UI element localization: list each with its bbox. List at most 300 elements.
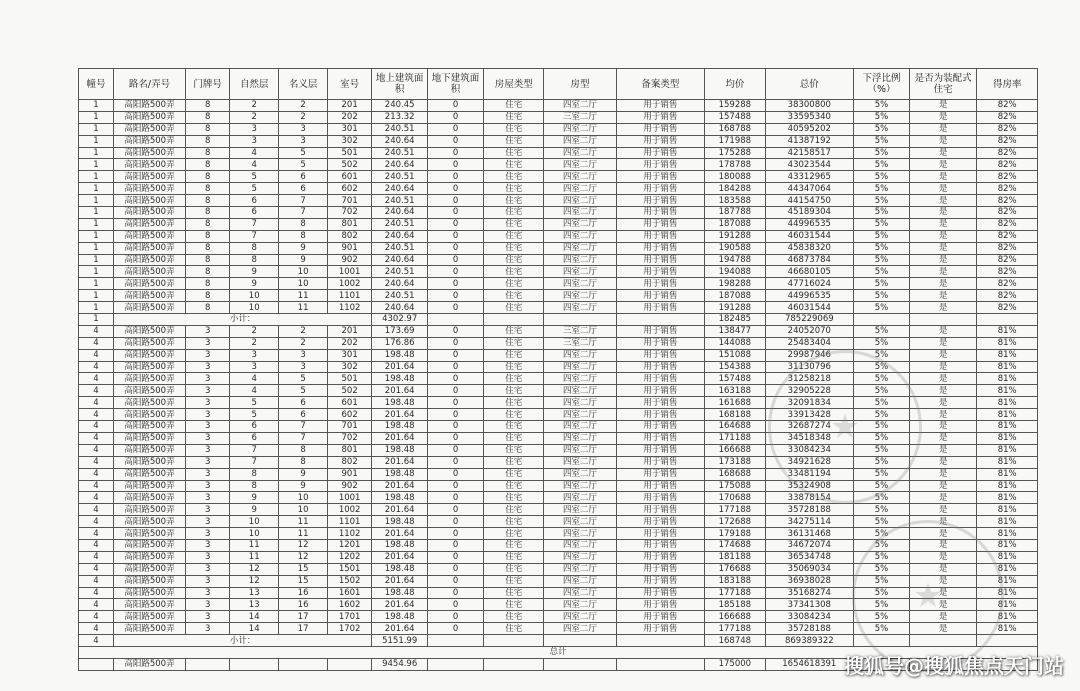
table-cell: 住宅 <box>483 230 544 242</box>
col-header: 地下建筑面积 <box>428 69 484 100</box>
empty-cell <box>909 314 977 326</box>
table-cell: 4 <box>79 492 114 504</box>
table-cell: 81% <box>977 456 1038 468</box>
table-cell: 住宅 <box>483 100 544 112</box>
table-cell: 34275114 <box>765 516 853 528</box>
empty-cell <box>483 658 544 670</box>
table-cell: 住宅 <box>483 409 544 421</box>
table-cell: 4 <box>79 575 114 587</box>
empty-cell <box>279 658 328 670</box>
table-cell: 用于销售 <box>616 504 704 516</box>
table-cell: 是 <box>909 575 977 587</box>
table-cell: 住宅 <box>483 432 544 444</box>
table-cell: 3 <box>186 480 230 492</box>
table-cell: 81% <box>977 373 1038 385</box>
table-cell: 用于销售 <box>616 575 704 587</box>
table-cell: 是 <box>909 290 977 302</box>
table-cell: 3 <box>230 349 279 361</box>
table-cell: 6 <box>230 432 279 444</box>
grand-total-label: 总计 <box>79 646 1038 658</box>
table-cell: 201.64 <box>372 432 428 444</box>
table-cell: 1201 <box>328 539 372 551</box>
empty-cell <box>483 635 544 647</box>
table-cell: 是 <box>909 456 977 468</box>
table-cell: 住宅 <box>483 373 544 385</box>
table-cell: 4 <box>79 409 114 421</box>
table-cell: 4 <box>79 432 114 444</box>
table-cell: 81% <box>977 361 1038 373</box>
table-cell: 82% <box>977 183 1038 195</box>
empty-cell <box>230 658 279 670</box>
table-cell: 240.51 <box>372 171 428 183</box>
table-cell: 住宅 <box>483 563 544 575</box>
table-cell: 1 <box>79 123 114 135</box>
table-row <box>79 195 1038 207</box>
table-cell: 用于销售 <box>616 599 704 611</box>
table-cell: 0 <box>428 551 484 563</box>
table-cell: 用于销售 <box>616 397 704 409</box>
table-cell: 用于销售 <box>616 563 704 575</box>
table-cell: 高阳路500弄 <box>113 623 185 635</box>
table-cell: 33084234 <box>765 444 853 456</box>
table-cell: 8 <box>186 302 230 314</box>
table-cell: 住宅 <box>483 528 544 540</box>
table-row <box>79 159 1038 171</box>
table-cell: 7 <box>279 207 328 219</box>
table-row <box>79 266 1038 278</box>
table-cell: 6 <box>279 409 328 421</box>
table-cell: 8 <box>230 480 279 492</box>
table-cell: 198.48 <box>372 444 428 456</box>
table-cell: 0 <box>428 456 484 468</box>
table-cell: 198.48 <box>372 587 428 599</box>
table-row <box>79 468 1038 480</box>
table-cell: 住宅 <box>483 325 544 337</box>
table-cell: 3 <box>186 361 230 373</box>
table-cell: 四室二厅 <box>544 302 616 314</box>
table-cell: 4 <box>79 611 114 623</box>
building-4-rows <box>79 325 1038 634</box>
table-cell: 12 <box>279 551 328 563</box>
table-cell: 高阳路500弄 <box>113 135 185 147</box>
table-cell: 四室二厅 <box>544 349 616 361</box>
table-cell: 住宅 <box>483 349 544 361</box>
table-cell: 40595202 <box>765 123 853 135</box>
table-cell: 187788 <box>705 207 766 219</box>
table-cell: 用于销售 <box>616 432 704 444</box>
table-cell: 194788 <box>705 254 766 266</box>
table-cell: 240.64 <box>372 183 428 195</box>
table-row <box>79 599 1038 611</box>
table-row <box>79 123 1038 135</box>
table-cell: 高阳路500弄 <box>113 195 185 207</box>
table-cell: 是 <box>909 611 977 623</box>
table-cell: 3 <box>279 123 328 135</box>
table-cell: 是 <box>909 242 977 254</box>
table-cell: 高阳路500弄 <box>113 349 185 361</box>
table-cell: 是 <box>909 230 977 242</box>
table-cell: 是 <box>909 302 977 314</box>
table-cell: 四室二厅 <box>544 528 616 540</box>
table-cell: 240.45 <box>372 100 428 112</box>
table-cell: 是 <box>909 135 977 147</box>
table-cell: 81% <box>977 337 1038 349</box>
table-cell: 四室二厅 <box>544 516 616 528</box>
table-cell: 5% <box>854 123 910 135</box>
table-cell: 是 <box>909 599 977 611</box>
table-cell: 9 <box>279 480 328 492</box>
table-cell: 高阳路500弄 <box>113 468 185 480</box>
table-cell: 8 <box>186 123 230 135</box>
table-row <box>79 337 1038 349</box>
table-cell: 是 <box>909 539 977 551</box>
table-cell: 240.64 <box>372 302 428 314</box>
table-cell: 用于销售 <box>616 551 704 563</box>
table-row <box>79 290 1038 302</box>
table-cell: 1002 <box>328 278 372 290</box>
table-cell: 是 <box>909 432 977 444</box>
table-cell: 82% <box>977 147 1038 159</box>
table-cell: 四室二厅 <box>544 504 616 516</box>
table-cell: 8 <box>230 242 279 254</box>
empty-cell <box>428 658 484 670</box>
table-cell: 6 <box>279 171 328 183</box>
table-cell: 201.64 <box>372 385 428 397</box>
table-cell: 10 <box>230 290 279 302</box>
table-cell: 高阳路500弄 <box>113 171 185 183</box>
table-cell: 82% <box>977 123 1038 135</box>
table-cell: 5% <box>854 183 910 195</box>
table-cell: 45189304 <box>765 207 853 219</box>
table-cell: 82% <box>977 266 1038 278</box>
table-cell: 46031544 <box>765 302 853 314</box>
table-row <box>79 373 1038 385</box>
table-cell: 8 <box>186 218 230 230</box>
table-cell: 四室二厅 <box>544 207 616 219</box>
table-cell: 高阳路500弄 <box>113 528 185 540</box>
table-cell: 201.64 <box>372 480 428 492</box>
table-cell: 5% <box>854 516 910 528</box>
table-cell: 3 <box>186 528 230 540</box>
table-cell: 168688 <box>705 468 766 480</box>
table-cell: 9 <box>230 492 279 504</box>
table-cell: 175288 <box>705 147 766 159</box>
table-cell: 四室二厅 <box>544 183 616 195</box>
table-cell: 11 <box>279 302 328 314</box>
table-cell: 11 <box>279 290 328 302</box>
table-cell: 8 <box>186 159 230 171</box>
table-cell: 用于销售 <box>616 409 704 421</box>
table-cell: 1001 <box>328 492 372 504</box>
table-cell: 2 <box>230 325 279 337</box>
table-cell: 240.51 <box>372 123 428 135</box>
table-cell: 240.64 <box>372 230 428 242</box>
table-cell: 2 <box>230 337 279 349</box>
table-cell: 0 <box>428 421 484 433</box>
table-cell: 5% <box>854 409 910 421</box>
table-cell: 住宅 <box>483 516 544 528</box>
table-cell: 5% <box>854 468 910 480</box>
table-cell: 302 <box>328 361 372 373</box>
table-cell: 用于销售 <box>616 611 704 623</box>
table-cell: 3 <box>186 504 230 516</box>
table-cell: 81% <box>977 563 1038 575</box>
table-cell: 3 <box>186 337 230 349</box>
table-cell: 187088 <box>705 218 766 230</box>
table-cell: 154388 <box>705 361 766 373</box>
table-cell: 4 <box>79 599 114 611</box>
table-cell: 5% <box>854 254 910 266</box>
table-cell: 0 <box>428 302 484 314</box>
table-cell: 高阳路500弄 <box>113 183 185 195</box>
table-cell: 5% <box>854 599 910 611</box>
table-cell: 0 <box>428 254 484 266</box>
table-cell: 5% <box>854 623 910 635</box>
table-cell: 住宅 <box>483 278 544 290</box>
table-cell: 801 <box>328 218 372 230</box>
table-cell: 198.48 <box>372 516 428 528</box>
table-cell: 202 <box>328 337 372 349</box>
table-cell: 0 <box>428 278 484 290</box>
table-cell: 四室二厅 <box>544 100 616 112</box>
table-cell: 是 <box>909 373 977 385</box>
table-cell: 3 <box>186 492 230 504</box>
table-cell: 高阳路500弄 <box>113 551 185 563</box>
table-cell: 10 <box>279 266 328 278</box>
table-cell: 是 <box>909 111 977 123</box>
subtotal-area: 5151.99 <box>372 635 428 647</box>
table-cell: 1601 <box>328 587 372 599</box>
table-cell: 31258218 <box>765 373 853 385</box>
table-cell: 33913428 <box>765 409 853 421</box>
table-cell: 6 <box>230 195 279 207</box>
table-cell: 201.64 <box>372 456 428 468</box>
table-cell: 1202 <box>328 551 372 563</box>
table-cell: 1 <box>79 171 114 183</box>
table-row <box>79 302 1038 314</box>
table-cell: 4 <box>79 385 114 397</box>
subtotal-row <box>79 314 1038 326</box>
table-cell: 是 <box>909 421 977 433</box>
table-cell: 住宅 <box>483 539 544 551</box>
table-cell: 四室二厅 <box>544 421 616 433</box>
table-cell: 702 <box>328 432 372 444</box>
empty-cell <box>428 635 484 647</box>
table-row <box>79 361 1038 373</box>
table-cell: 902 <box>328 254 372 266</box>
table-cell: 四室二厅 <box>544 551 616 563</box>
table-cell: 5% <box>854 325 910 337</box>
table-cell: 用于销售 <box>616 111 704 123</box>
table-cell: 177188 <box>705 623 766 635</box>
table-cell: 5% <box>854 361 910 373</box>
table-cell: 四室二厅 <box>544 159 616 171</box>
table-cell: 201.64 <box>372 599 428 611</box>
table-cell: 82% <box>977 242 1038 254</box>
table-cell: 高阳路500弄 <box>113 159 185 171</box>
table-row <box>79 147 1038 159</box>
table-cell: 0 <box>428 480 484 492</box>
table-cell: 240.51 <box>372 147 428 159</box>
col-header: 名义层 <box>279 69 328 100</box>
table-cell: 601 <box>328 397 372 409</box>
table-cell: 13 <box>230 599 279 611</box>
table-cell: 3 <box>186 575 230 587</box>
table-cell: 9 <box>230 266 279 278</box>
col-header: 自然层 <box>230 69 279 100</box>
table-cell: 6 <box>230 207 279 219</box>
empty-cell <box>544 635 616 647</box>
table-cell: 3 <box>186 325 230 337</box>
table-cell: 81% <box>977 385 1038 397</box>
subtotal-label: 小计： <box>113 635 371 647</box>
table-cell: 5% <box>854 218 910 230</box>
empty-cell <box>544 314 616 326</box>
table-cell: 14 <box>230 623 279 635</box>
table-cell: 702 <box>328 207 372 219</box>
table-cell: 0 <box>428 599 484 611</box>
table-row <box>79 385 1038 397</box>
table-cell: 5% <box>854 147 910 159</box>
table-cell: 1602 <box>328 599 372 611</box>
table-cell: 是 <box>909 183 977 195</box>
table-cell: 4 <box>79 361 114 373</box>
watermark-text: 搜狐号@搜狐焦点天门站 <box>844 654 1064 678</box>
table-cell: 0 <box>428 361 484 373</box>
table-cell: 1 <box>79 278 114 290</box>
table-cell: 82% <box>977 171 1038 183</box>
table-cell: 184288 <box>705 183 766 195</box>
table-cell: 住宅 <box>483 551 544 563</box>
table-cell: 46873784 <box>765 254 853 266</box>
table-cell: 183188 <box>705 575 766 587</box>
table-cell: 8 <box>186 266 230 278</box>
table-cell: 5% <box>854 432 910 444</box>
table-cell: 7 <box>279 432 328 444</box>
table-cell: 高阳路500弄 <box>113 100 185 112</box>
table-cell: 194088 <box>705 266 766 278</box>
table-cell: 4 <box>79 373 114 385</box>
table-cell: 0 <box>428 135 484 147</box>
table-cell: 4 <box>230 373 279 385</box>
table-cell: 4 <box>79 528 114 540</box>
table-cell: 240.64 <box>372 278 428 290</box>
table-row <box>79 539 1038 551</box>
table-cell: 201 <box>328 100 372 112</box>
table-cell: 9 <box>279 468 328 480</box>
table-cell: 高阳路500弄 <box>113 254 185 266</box>
table-cell: 82% <box>977 302 1038 314</box>
table-cell: 6 <box>230 421 279 433</box>
col-header: 下浮比例（%） <box>854 69 910 100</box>
table-cell: 高阳路500弄 <box>113 123 185 135</box>
table-row <box>79 575 1038 587</box>
table-cell: 用于销售 <box>616 254 704 266</box>
table-row <box>79 516 1038 528</box>
table-cell: 四室二厅 <box>544 218 616 230</box>
table-cell: 0 <box>428 468 484 480</box>
table-cell: 住宅 <box>483 254 544 266</box>
table-cell: 4 <box>79 444 114 456</box>
table-cell: 四室二厅 <box>544 135 616 147</box>
table-cell: 四室二厅 <box>544 278 616 290</box>
table-cell: 住宅 <box>483 337 544 349</box>
table-cell: 2 <box>279 111 328 123</box>
table-cell: 1 <box>79 111 114 123</box>
table-cell: 170688 <box>705 492 766 504</box>
table-cell: 四室二厅 <box>544 599 616 611</box>
table-cell: 四室二厅 <box>544 373 616 385</box>
table-cell: 5% <box>854 492 910 504</box>
table-cell: 住宅 <box>483 266 544 278</box>
table-cell: 902 <box>328 480 372 492</box>
table-cell: 是 <box>909 278 977 290</box>
table-cell: 16 <box>279 599 328 611</box>
table-cell: 高阳路500弄 <box>113 242 185 254</box>
table-cell: 是 <box>909 218 977 230</box>
table-cell: 3 <box>186 563 230 575</box>
table-cell: 201.64 <box>372 504 428 516</box>
table-cell: 0 <box>428 266 484 278</box>
table-cell: 5% <box>854 421 910 433</box>
table-cell: 901 <box>328 468 372 480</box>
table-cell: 8 <box>186 147 230 159</box>
table-cell: 33595340 <box>765 111 853 123</box>
table-cell: 四室二厅 <box>544 195 616 207</box>
table-cell: 0 <box>428 147 484 159</box>
table-cell: 0 <box>428 516 484 528</box>
table-cell: 81% <box>977 539 1038 551</box>
table-cell: 15 <box>279 575 328 587</box>
table-cell: 用于销售 <box>616 361 704 373</box>
table-cell: 0 <box>428 183 484 195</box>
table-cell: 3 <box>279 135 328 147</box>
col-header: 是否为装配式住宅 <box>909 69 977 100</box>
col-header: 门牌号 <box>186 69 230 100</box>
table-cell: 是 <box>909 171 977 183</box>
table-cell: 4 <box>79 349 114 361</box>
price-table <box>78 68 1038 671</box>
table-cell: 1701 <box>328 611 372 623</box>
table-cell: 3 <box>186 456 230 468</box>
table-cell: 是 <box>909 480 977 492</box>
table-cell: 2 <box>279 337 328 349</box>
table-cell: 3 <box>186 599 230 611</box>
table-cell: 4 <box>230 385 279 397</box>
table-cell: 0 <box>428 337 484 349</box>
table-cell: 1 <box>79 159 114 171</box>
table-cell: 5% <box>854 575 910 587</box>
table-cell: 501 <box>328 147 372 159</box>
table-cell: 4 <box>230 159 279 171</box>
table-cell: 16 <box>279 587 328 599</box>
table-cell: 住宅 <box>483 385 544 397</box>
table-cell: 198.48 <box>372 468 428 480</box>
table-cell: 161688 <box>705 397 766 409</box>
table-cell: 168188 <box>705 409 766 421</box>
table-cell: 34672074 <box>765 539 853 551</box>
table-cell: 190588 <box>705 242 766 254</box>
table-cell: 用于销售 <box>616 456 704 468</box>
table-cell: 602 <box>328 183 372 195</box>
table-cell: 是 <box>909 254 977 266</box>
table-cell: 0 <box>428 492 484 504</box>
table-cell: 1102 <box>328 528 372 540</box>
table-cell: 四室二厅 <box>544 539 616 551</box>
table-cell: 四室二厅 <box>544 397 616 409</box>
table-cell: 44996535 <box>765 290 853 302</box>
table-cell: 31130796 <box>765 361 853 373</box>
